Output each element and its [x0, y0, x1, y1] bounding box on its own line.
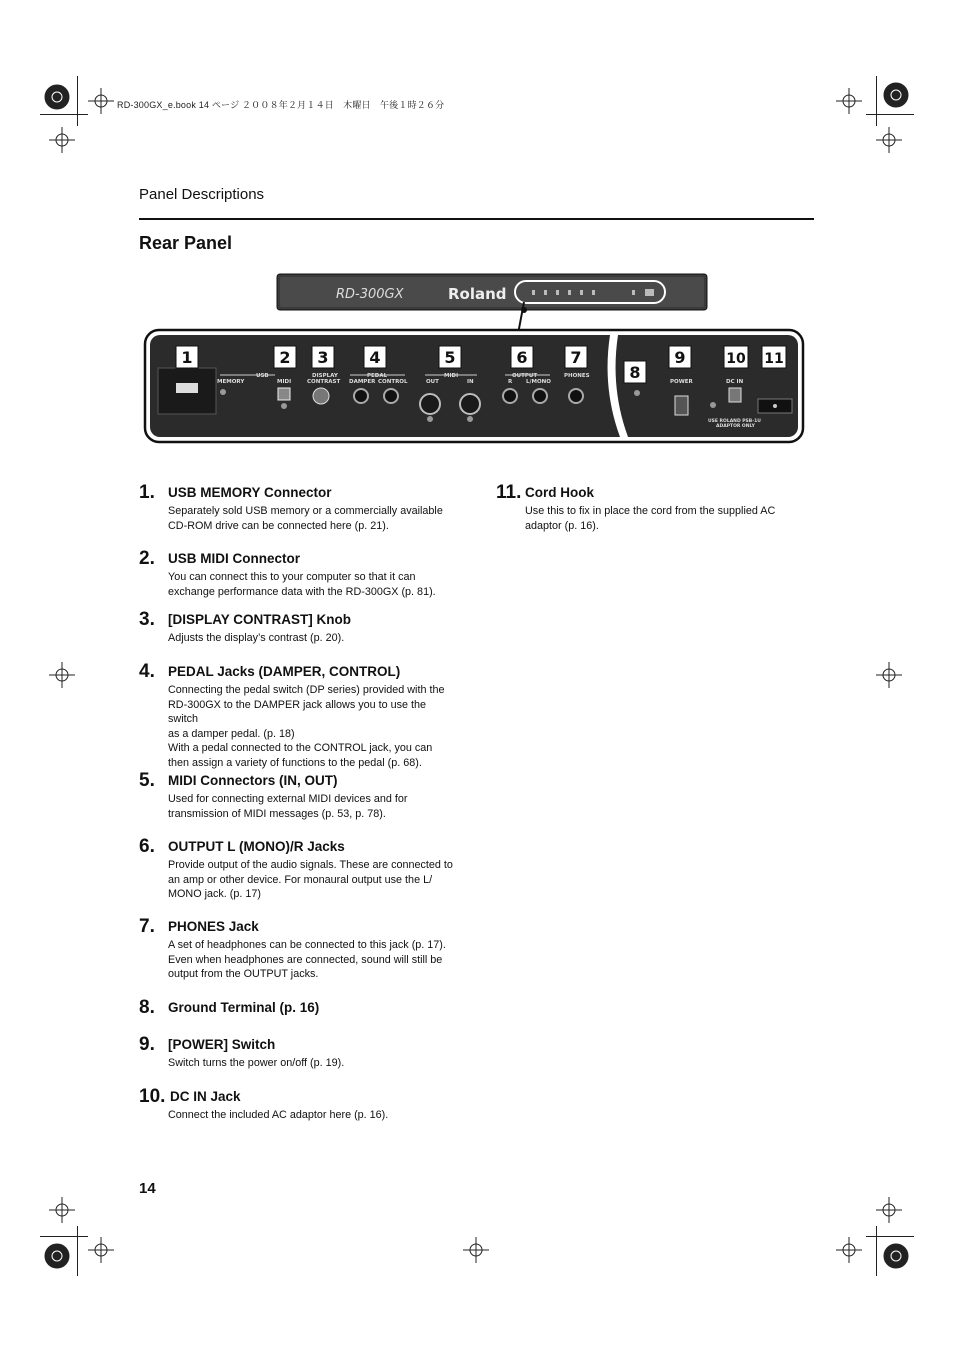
- callout-4: 4: [369, 348, 381, 367]
- callout-7: 7: [570, 348, 582, 367]
- label-phones: PHONES: [564, 373, 590, 379]
- item-number: 9.: [139, 1034, 155, 1055]
- item-number: 7.: [139, 916, 155, 937]
- item-body: Switch turns the power on/off (p. 19).: [168, 1057, 345, 1069]
- item-body: Connect the included AC adaptor here (p. 16).: [168, 1109, 389, 1121]
- item-number: 11.: [496, 482, 522, 503]
- item-body: Use this to fix in place the cord from the supplied AC adaptor (p. 16).: [525, 505, 776, 532]
- label-adaptor-2: ADAPTOR ONLY: [716, 424, 755, 429]
- rear-panel-figure: [140, 268, 808, 446]
- item-number: 4.: [139, 661, 155, 682]
- item-body: A set of headphones can be connected to this jack (p. 17). Even when headphones are connected, sound will still be output from the OUTPUT jacks.: [168, 939, 446, 981]
- item-number: 8.: [139, 997, 155, 1018]
- callout-6: 6: [516, 348, 528, 367]
- callout-11: 11: [764, 351, 784, 367]
- label-power: POWER: [670, 379, 693, 385]
- model-logo: RD-300GX: [336, 287, 404, 302]
- item-body: You can connect this to your computer so that it can exchange performance data with the RD-300GX (p. 81).: [168, 571, 436, 598]
- item-number: 1.: [139, 482, 155, 503]
- header-rule: [139, 218, 814, 220]
- callout-5: 5: [444, 348, 456, 367]
- label-display: DISPLAY: [312, 373, 338, 379]
- item-body: Adjusts the display’s contrast (p. 20).: [168, 632, 345, 644]
- label-out: OUT: [426, 379, 439, 385]
- callout-2: 2: [279, 348, 291, 367]
- label-in: IN: [467, 379, 474, 385]
- page-number: 14: [139, 1180, 156, 1197]
- item-number: 6.: [139, 836, 155, 857]
- item-title: [DISPLAY CONTRAST] Knob: [168, 612, 352, 627]
- label-output: OUTPUT: [512, 373, 538, 379]
- item-body: Used for connecting external MIDI devices and for transmission of MIDI messages (p. 53, p. 78).: [168, 793, 408, 820]
- callout-3: 3: [317, 348, 329, 367]
- item-body: Provide output of the audio signals. These are connected to an amp or other device. For monaural output use the L/ MONO jack. (p. 17): [168, 859, 453, 901]
- item-body: Separately sold USB memory or a commercially available CD-ROM drive can be connected here (p. 21).: [168, 505, 443, 532]
- label-adaptor-1: USE ROLAND PSB-1U: [708, 419, 761, 424]
- callout-9: 9: [674, 348, 686, 367]
- item-title: MIDI Connectors (IN, OUT): [168, 773, 338, 788]
- label-control: CONTROL: [378, 379, 408, 385]
- label-l-mono: L/MONO: [526, 379, 551, 385]
- label-pedal: PEDAL: [367, 373, 388, 379]
- callout-1: 1: [181, 348, 193, 367]
- label-usb: USB: [256, 373, 269, 379]
- label-midi: MIDI: [444, 373, 459, 379]
- section-title: Rear Panel: [139, 233, 233, 253]
- item-title: [POWER] Switch: [168, 1037, 276, 1052]
- callout-10: 10: [726, 351, 746, 367]
- item-title: PHONES Jack: [168, 919, 259, 934]
- item-title: USB MEMORY Connector: [168, 485, 332, 500]
- item-body: Connecting the pedal switch (DP series) provided with the RD-300GX to the DAMPER jack allows you to use the switch as a damper pedal. (p. 18) With a pedal connected to the CONTROL jack, you can then assign a variety of functions to the pedal (p. 68).: [168, 684, 445, 769]
- section-header: Panel Descriptions: [139, 186, 265, 203]
- label-memory: MEMORY: [217, 379, 245, 385]
- item-number: 10.: [139, 1086, 166, 1107]
- item-number: 5.: [139, 770, 155, 791]
- label-dc-in: DC IN: [726, 379, 744, 385]
- item-title: PEDAL Jacks (DAMPER, CONTROL): [168, 664, 401, 679]
- printer-mark: RD-300GX_e.book 14 ページ ２００８年２月１４日 木曜日 午後１時２６分: [117, 100, 445, 110]
- brand-logo: Roland: [448, 285, 507, 303]
- item-number: 3.: [139, 609, 155, 630]
- item-title: USB MIDI Connector: [168, 551, 301, 566]
- item-title: OUTPUT L (MONO)/R Jacks: [168, 839, 345, 854]
- label-r: R: [508, 379, 513, 385]
- item-number: 2.: [139, 548, 155, 569]
- item-title: Cord Hook: [525, 485, 594, 500]
- label-damper: DAMPER: [349, 379, 376, 385]
- label-midi-usb: MIDI: [277, 379, 292, 385]
- item-title: DC IN Jack: [170, 1089, 241, 1104]
- item-title: Ground Terminal (p. 16): [168, 1000, 320, 1015]
- label-contrast: CONTRAST: [307, 379, 341, 385]
- callout-8: 8: [629, 363, 641, 382]
